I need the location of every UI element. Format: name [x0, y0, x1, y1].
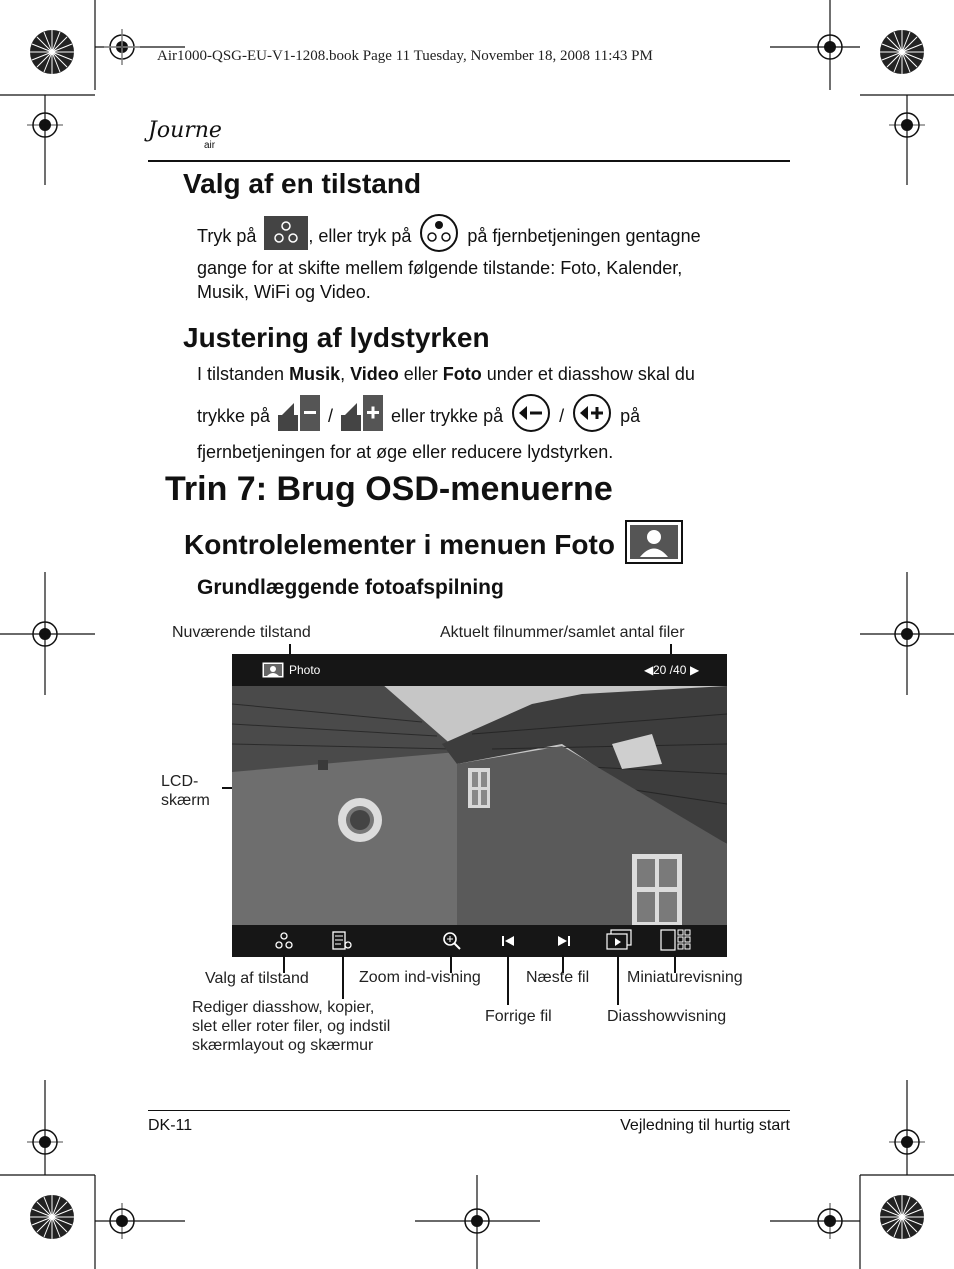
callout-mode-select: Valg af tilstand [205, 970, 309, 987]
print-header: Air1000-QSG-EU-V1-1208.book Page 11 Tuesday, November 18, 2008 11:43 PM [157, 48, 653, 64]
text-part: I tilstanden [197, 364, 290, 384]
callout-edit-line1: Rediger diasshow, kopier, [192, 999, 375, 1016]
section-title-mode: Valg af en tilstand [183, 168, 422, 199]
zoom-icon[interactable] [442, 931, 462, 956]
registration-mark-icon [104, 29, 140, 65]
registration-mark-icon [889, 107, 925, 143]
controls-heading [184, 520, 683, 569]
journe-logo [148, 118, 268, 162]
callout-file-number: Aktuelt filnummer/samlet antal filer [440, 624, 685, 641]
callout-slideshow: Diasshowvisning [607, 1008, 727, 1025]
text-part: på fjernbetjeningen gentagne [467, 226, 701, 246]
callout-next: Næste fil [526, 969, 590, 986]
lcd-screen [232, 654, 727, 957]
logo-sub: air [204, 140, 216, 151]
text-part: gange for at skifte mellem følgende tilstande: Foto, Kalender, Musik, WiFi og Video. [197, 258, 683, 302]
footer-page: DK-11 [148, 1117, 193, 1134]
remote-mode-icon [419, 213, 459, 259]
callout-previous: Forrige fil [485, 1008, 552, 1025]
slash-text: / [559, 406, 565, 426]
mode-icon[interactable] [274, 931, 294, 956]
header-rule [148, 160, 790, 162]
remote-volume-up-icon [572, 393, 612, 439]
text-part: på [620, 406, 641, 426]
footer-rule [148, 1110, 790, 1111]
slash-text: / [328, 406, 334, 426]
volume-minus-key-icon [278, 395, 320, 437]
text-bold: Video [350, 364, 399, 384]
callout-lcd-line1: LCD- [161, 773, 199, 790]
text-bold: Foto [442, 364, 482, 384]
osd-mode-label: Photo [289, 663, 321, 677]
section-mode-text [197, 216, 777, 304]
next-icon[interactable] [556, 933, 572, 954]
text-part: , eller tryk på [308, 226, 412, 246]
callout-edit-line2: slet eller roter filer, og indstil [192, 1018, 391, 1035]
text-part: trykke på [197, 406, 271, 426]
starburst-icon [880, 1195, 924, 1239]
starburst-icon [30, 1195, 74, 1239]
edit-icon[interactable] [332, 931, 352, 956]
photo-mode-icon [625, 520, 683, 569]
prev-arrow-icon: ◀ [644, 663, 654, 677]
registration-mark-icon [27, 107, 63, 143]
controls-title: Kontrolelementer i menuen Foto [184, 528, 615, 560]
photo-mode-icon [262, 662, 284, 683]
text-part: eller [398, 364, 443, 384]
remote-volume-down-icon [511, 393, 551, 439]
osd-top-bar [232, 654, 727, 686]
registration-mark-icon [27, 616, 63, 652]
house-photo [232, 654, 727, 957]
callout-line [342, 955, 344, 999]
previous-icon[interactable] [500, 933, 516, 954]
text-bold: Musik [289, 364, 341, 384]
section-volume-text [197, 362, 787, 464]
registration-mark-icon [812, 29, 848, 65]
registration-mark-icon [459, 1203, 495, 1239]
text-part: Tryk på [197, 226, 257, 246]
next-arrow-icon: ▶ [690, 663, 700, 677]
callout-current-mode: Nuværende tilstand [172, 624, 311, 641]
logo-script: Journe [148, 118, 222, 143]
starburst-icon [30, 30, 74, 74]
text-part: eller trykke på [391, 406, 504, 426]
text-part: , [340, 364, 351, 384]
callout-zoom: Zoom ind-visning [359, 969, 481, 986]
registration-mark-icon [812, 1203, 848, 1239]
callout-lcd [161, 772, 210, 810]
text-part: fjernbetjeningen for at øge eller reducere lydstyrken. [197, 442, 614, 462]
callout-edit [192, 998, 390, 1055]
footer-guide: Vejledning til hurtig start [620, 1117, 790, 1134]
thumbnail-icon[interactable] [660, 929, 692, 956]
section-title-volume: Justering af lydstyrken [183, 322, 490, 353]
starburst-icon [880, 30, 924, 74]
registration-mark-icon [889, 1124, 925, 1160]
callout-thumbnails: Miniaturevisning [627, 969, 743, 986]
slideshow-icon[interactable] [605, 929, 633, 956]
callout-line [617, 955, 619, 1005]
volume-plus-key-icon [341, 395, 383, 437]
registration-mark-icon [889, 616, 925, 652]
osd-bottom-bar [232, 925, 727, 957]
text-part: under et diasshow skal du [481, 364, 695, 384]
callout-lcd-line2: skærm [161, 792, 210, 809]
registration-mark-icon [104, 1203, 140, 1239]
callout-line [507, 955, 509, 1005]
basic-playback-title: Grundlæggende fotoafspilning [197, 576, 504, 599]
step-title: Trin 7: Brug OSD-menuerne [165, 470, 613, 508]
osd-file-counter: 20 /40 [653, 663, 687, 677]
callout-edit-line3: skærmlayout og skærmur [192, 1037, 374, 1054]
mode-icon [264, 216, 308, 256]
registration-mark-icon [27, 1124, 63, 1160]
